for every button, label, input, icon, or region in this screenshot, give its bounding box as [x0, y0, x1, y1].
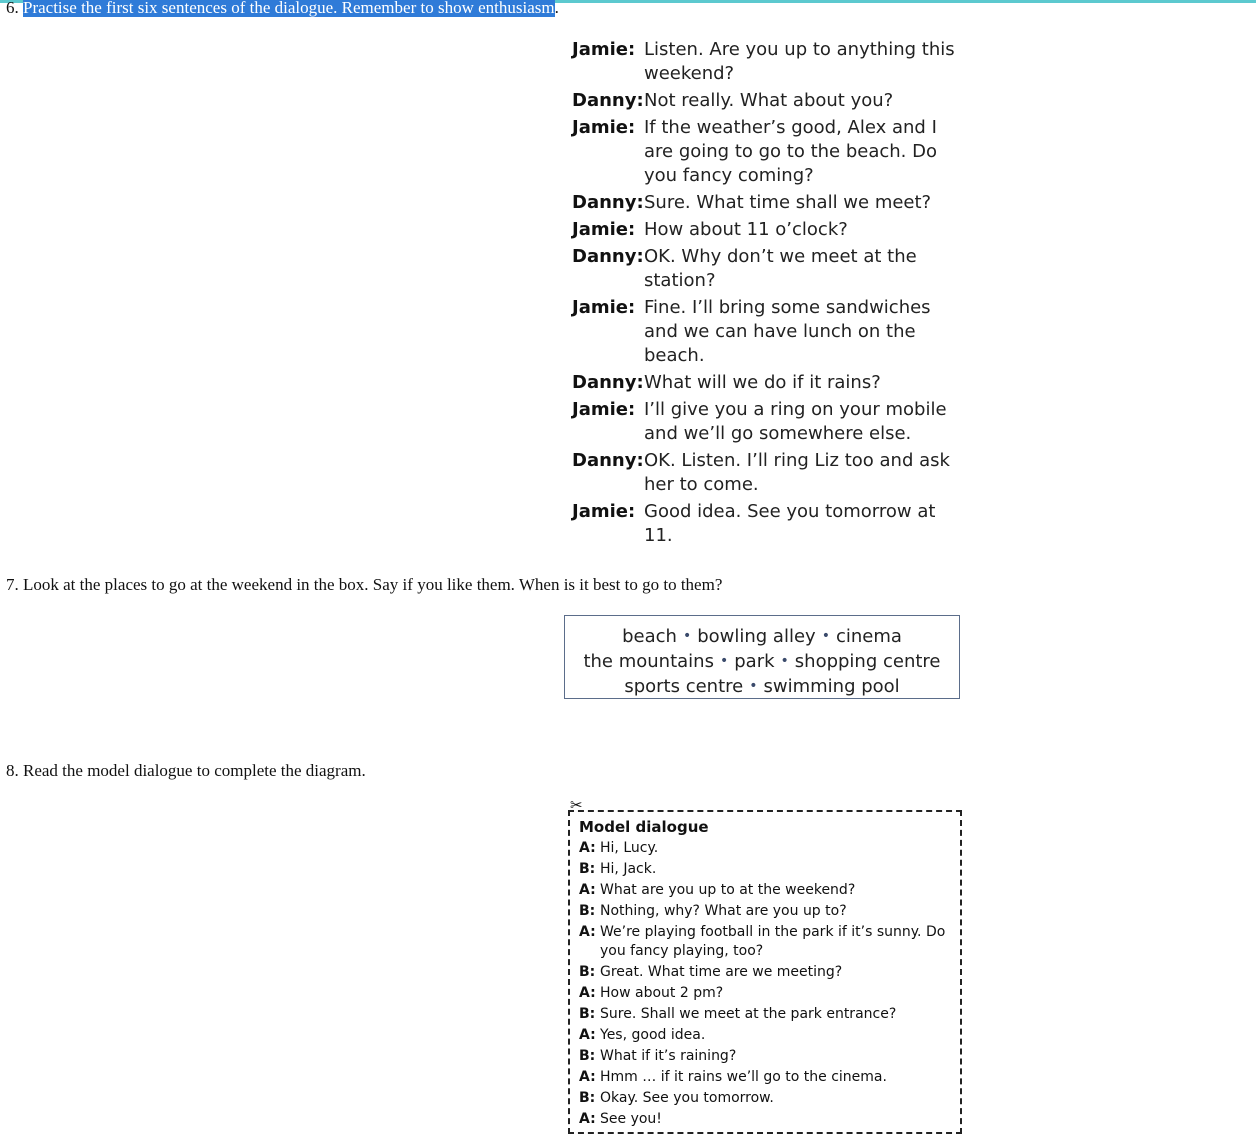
model-speaker: B: [579, 1006, 596, 1022]
dialogue-line [572, 245, 972, 293]
dialogue-line [572, 116, 972, 188]
dialogue-line [572, 218, 972, 242]
model-text: Okay. See you tomorrow. [600, 1090, 774, 1106]
model-speaker: A: [579, 1111, 596, 1127]
model-speaker: B: [579, 1048, 596, 1064]
dialogue-line [572, 89, 972, 113]
model-speaker: A: [579, 1027, 596, 1043]
places-box [564, 615, 960, 699]
dialogue-line [572, 500, 972, 548]
dialogue-text: Listen. Are you up to anything this weekend? [644, 39, 955, 84]
model-text: Sure. Shall we meet at the park entrance? [600, 1006, 897, 1022]
bullet-separator: • [682, 628, 692, 644]
dialogue-text: OK. Listen. I’ll ring Liz too and ask her to come. [644, 450, 950, 495]
dialogue-line [572, 398, 972, 446]
dialogue-text: OK. Why don’t we meet at the station? [644, 246, 917, 291]
section-7-instruction: 7. Look at the places to go at the weekend in the box. Say if you like them. When is it best to go to them? [6, 575, 723, 594]
dialogue-text: How about 11 o’clock? [644, 219, 848, 240]
model-dialogue-box [568, 810, 962, 1134]
dialogue-speaker: Jamie: [572, 297, 636, 318]
bullet-separator: • [780, 653, 789, 669]
section-6-selected-text[interactable]: Practise the first six sentences of the dialogue. Remember to show enthusiasm [23, 0, 555, 17]
bullet-separator: • [821, 628, 830, 644]
section-6-number: 6. [6, 0, 19, 17]
model-line [579, 1026, 954, 1045]
model-line [579, 1068, 954, 1087]
dialogue-speaker: Danny: [572, 246, 644, 267]
model-speaker: A: [579, 882, 596, 898]
model-line [579, 984, 954, 1003]
dialogue-speaker: Danny: [572, 450, 644, 471]
model-speaker: B: [579, 903, 596, 919]
dialogue-text: I’ll give you a ring on your mobile and we’ll go somewhere else. [644, 399, 947, 444]
model-speaker: A: [579, 1069, 596, 1085]
places-row [565, 624, 959, 649]
model-line [579, 839, 954, 858]
dialogue-speaker: Danny: [572, 192, 644, 213]
dialogue-line [572, 371, 972, 395]
place-item: park [734, 651, 775, 672]
model-line [579, 902, 954, 921]
dialogue-line [572, 449, 972, 497]
model-line [579, 1005, 954, 1024]
dialogue-speaker: Jamie: [572, 501, 636, 522]
model-text: Nothing, why? What are you up to? [600, 903, 847, 919]
dialogue-text: If the weather’s good, Alex and I are going to go to the beach. Do you fancy coming? [644, 117, 937, 186]
model-speaker: A: [579, 840, 596, 856]
model-line [579, 963, 954, 982]
section-6-instruction[interactable] [6, 0, 559, 18]
model-speaker: A: [579, 924, 596, 940]
place-item: swimming pool [763, 676, 900, 697]
dialogue-speaker: Jamie: [572, 39, 636, 60]
model-line [579, 923, 954, 961]
section-8-instruction: 8. Read the model dialogue to complete the diagram. [6, 761, 366, 780]
bullet-separator: • [719, 653, 729, 669]
place-item: shopping centre [794, 651, 941, 672]
model-text: See you! [600, 1111, 662, 1127]
section-6-trailing: . [554, 0, 559, 17]
dialogue-line [572, 38, 972, 86]
place-item: bowling alley [697, 626, 816, 647]
model-text: We’re playing football in the park if it’s sunny. Do you fancy playing, too? [600, 924, 946, 959]
model-line [579, 1089, 954, 1108]
dialogue-speaker: Danny: [572, 372, 644, 393]
places-row [565, 674, 959, 699]
model-text: How about 2 pm? [600, 985, 724, 1001]
places-row [565, 649, 959, 674]
place-item: beach [622, 626, 677, 647]
dialogue-text: What will we do if it rains? [644, 372, 881, 393]
bullet-separator: • [749, 678, 758, 694]
dialogue-text: Not really. What about you? [644, 90, 894, 111]
model-text: Hmm … if it rains we’ll go to the cinema. [600, 1069, 887, 1085]
model-line [579, 860, 954, 879]
model-text: Yes, good idea. [600, 1027, 706, 1043]
dialogue-line [572, 191, 972, 215]
dialogue-text: Fine. I’ll bring some sandwiches and we can have lunch on the beach. [644, 297, 931, 366]
dialogue-jamie-danny [572, 38, 972, 551]
model-line [579, 881, 954, 900]
model-text: Hi, Lucy. [600, 840, 659, 856]
model-text: What are you up to at the weekend? [600, 882, 856, 898]
dialogue-speaker: Jamie: [572, 219, 636, 240]
model-line [579, 1110, 954, 1129]
dialogue-text: Good idea. See you tomorrow at 11. [644, 501, 936, 546]
place-item: the mountains [583, 651, 714, 672]
place-item: sports centre [624, 676, 744, 697]
model-speaker: B: [579, 964, 596, 980]
dialogue-text: Sure. What time shall we meet? [644, 192, 932, 213]
dialogue-speaker: Jamie: [572, 117, 636, 138]
model-text: Great. What time are we meeting? [600, 964, 843, 980]
model-line [579, 1047, 954, 1066]
model-text: What if it’s raining? [600, 1048, 737, 1064]
dialogue-speaker: Danny: [572, 90, 644, 111]
model-speaker: B: [579, 1090, 596, 1106]
model-dialogue-title: Model dialogue [579, 818, 709, 836]
dialogue-speaker: Jamie: [572, 399, 636, 420]
model-text: Hi, Jack. [600, 861, 657, 877]
scissors-icon: ✂ [570, 796, 583, 814]
model-speaker: B: [579, 861, 596, 877]
dialogue-line [572, 296, 972, 368]
place-item: cinema [835, 626, 902, 647]
model-speaker: A: [579, 985, 596, 1001]
